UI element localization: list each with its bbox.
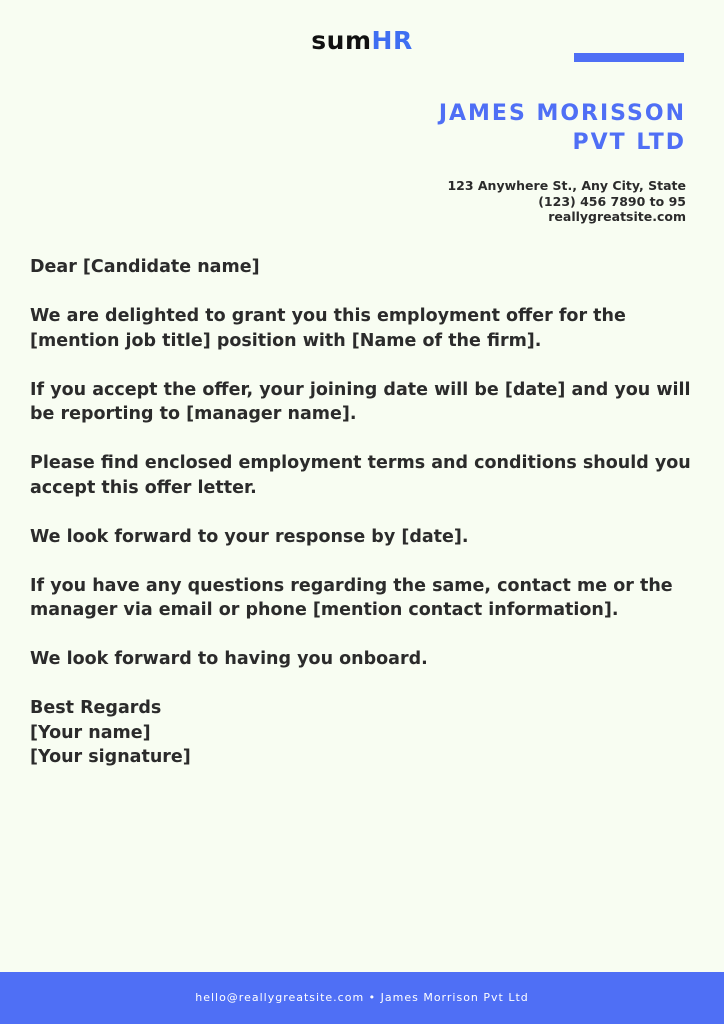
- company-name-line-2: PVT LTD: [572, 130, 686, 155]
- letter-paragraph-questions: If you have any questions regarding the same, contact me or the manager via email or phone [mention contact information].: [30, 575, 673, 620]
- company-name-line-1: JAMES MORISSON: [438, 101, 686, 126]
- letter-paragraph-onboard: We look forward to having you onboard.: [30, 649, 428, 669]
- company-address: 123 Anywhere St., Any City, State: [447, 178, 686, 193]
- header-accent-bar: [574, 53, 684, 62]
- company-website: reallygreatsite.com: [548, 209, 686, 224]
- sumhr-logo: [0, 26, 724, 56]
- letter-paragraph-response: We look forward to your response by [date].: [30, 526, 469, 547]
- letter-sender-signature: [Your signature]: [30, 747, 191, 767]
- letter-paragraph-joining: If you accept the offer, your joining date will be [date] and you will be reporting to [manager name].: [30, 379, 691, 424]
- letter-paragraph-offer: We are delighted to grant you this employment offer for the [mention job title] position with [Name of the firm].: [30, 306, 626, 351]
- letter-paragraph-terms: Please find enclosed employment terms and conditions should you accept this offer letter.: [30, 453, 691, 498]
- logo-text-hr: HR: [371, 26, 413, 55]
- company-phone: (123) 456 7890 to 95: [538, 193, 686, 209]
- company-name: [286, 99, 686, 157]
- letter-sender-name: [Your name]: [30, 722, 151, 743]
- letter-body: [30, 255, 695, 770]
- footer-bar: [0, 972, 724, 1024]
- company-contact-block: [286, 178, 686, 225]
- logo-text-sum: sum: [311, 26, 372, 55]
- letter-closing: Best Regards: [30, 698, 162, 718]
- footer-text: hello@reallygreatsite.com • James Morrison Pvt Ltd: [195, 991, 529, 1004]
- letter-salutation: Dear [Candidate name]: [30, 257, 260, 277]
